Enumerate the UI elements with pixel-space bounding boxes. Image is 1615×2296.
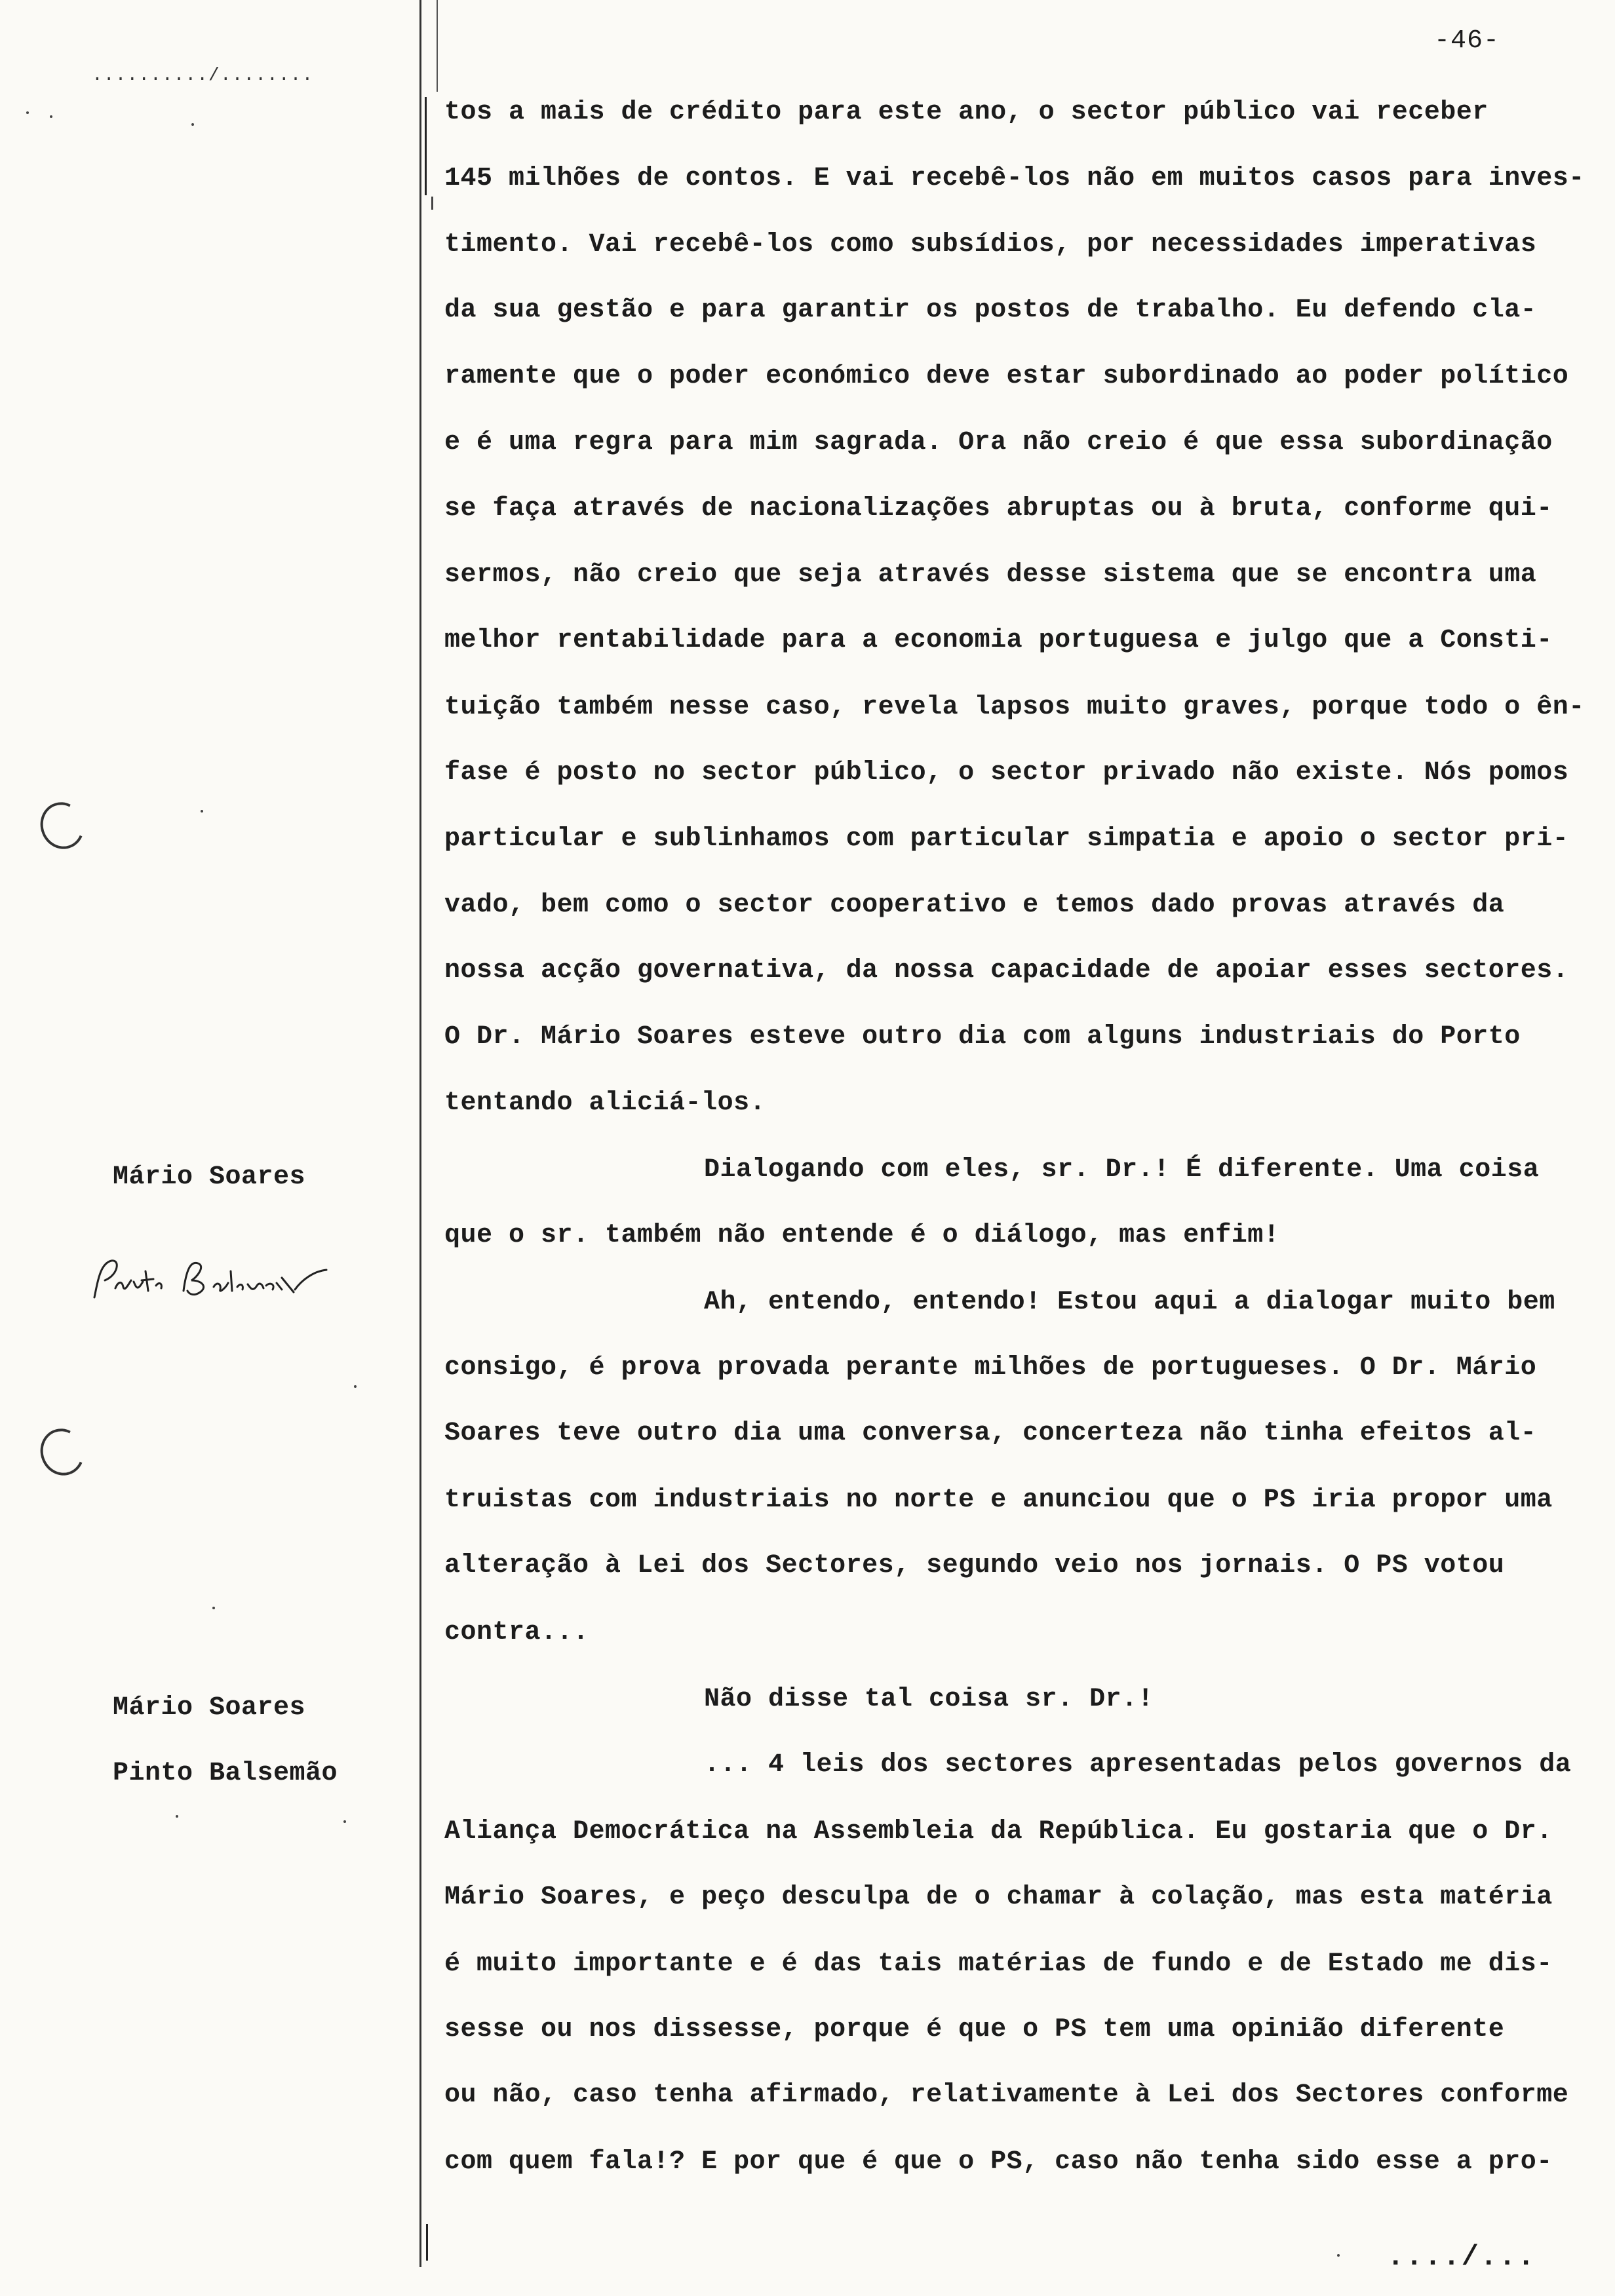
divider-margin-stroke <box>431 197 433 210</box>
body-line: tentando aliciá-los. <box>444 1088 766 1118</box>
body-line: nossa acção governativa, da nossa capacidade de apoiar esses sectores. <box>444 956 1569 985</box>
speaker-label: Mário Soares <box>113 1162 306 1192</box>
body-line: consigo, é prova provada perante milhões de portugueses. O Dr. Mário <box>444 1353 1537 1383</box>
scan-speck <box>176 1815 178 1818</box>
body-line: melhor rentabilidade para a economia portuguesa e julgo que a Consti- <box>444 626 1553 655</box>
scan-speck <box>191 123 194 126</box>
speaker-label: Mário Soares <box>113 1693 306 1723</box>
body-line: Aliança Democrática na Assembleia da República. Eu gostaria que o Dr. <box>444 1817 1553 1846</box>
body-line: se faça através de nacionalizações abruptas ou à bruta, conforme qui- <box>444 494 1553 524</box>
body-line: é muito importante e é das tais matérias de fundo e de Estado me dis- <box>444 1949 1553 1979</box>
body-line: Soares teve outro dia uma conversa, concerteza não tinha efeitos al- <box>444 1419 1537 1448</box>
body-line: Ah, entendo, entendo! Estou aqui a dialogar muito bem <box>704 1288 1555 1317</box>
scan-speck <box>1337 2254 1340 2257</box>
body-line: sermos, não creio que seja através desse sistema que se encontra uma <box>444 560 1537 590</box>
divider-margin-stroke <box>426 2224 428 2261</box>
divider-margin-stroke <box>425 97 427 195</box>
body-line: truistas com industriais no norte e anunciou que o PS iria propor uma <box>444 1485 1553 1515</box>
top-mark-text: ........../........ <box>92 66 314 86</box>
body-line: particular e sublinhamos com particular simpatia e apoio o sector pri- <box>444 824 1569 854</box>
punch-hole-mark <box>34 796 91 855</box>
punch-hole-mark <box>34 1423 91 1482</box>
body-line: Mário Soares, e peço desculpa de o chamar à colação, mas esta matéria <box>444 1883 1553 1912</box>
top-dotted-mark <box>92 66 313 86</box>
body-line: 145 milhões de contos. E vai recebê-los não em muitos casos para inves- <box>444 164 1585 193</box>
body-line: que o sr. também não entende é o diálogo, mas enfim! <box>444 1221 1280 1250</box>
divider-top-stroke <box>437 0 438 92</box>
body-line: vado, bem como o sector cooperativo e temos dado provas através da <box>444 890 1505 920</box>
body-line: O Dr. Mário Soares esteve outro dia com alguns industriais do Porto <box>444 1022 1521 1052</box>
scan-speck <box>26 111 29 114</box>
speaker-label: Pinto Balsemão <box>113 1759 338 1788</box>
scan-speck <box>354 1385 357 1388</box>
body-line: tuição também nesse caso, revela lapsos muito graves, porque todo o ên- <box>444 693 1585 722</box>
scan-speck <box>201 810 203 813</box>
body-line: da sua gestão e para garantir os postos de trabalho. Eu defendo cla- <box>444 296 1537 325</box>
column-divider <box>419 0 421 2267</box>
page-continuation-mark: ..../... <box>1387 2241 1536 2274</box>
body-line: alteração à Lei dos Sectores, segundo veio nos jornais. O PS votou <box>444 1551 1505 1580</box>
scan-speck <box>343 1820 346 1823</box>
page-number: -46- <box>1434 26 1500 56</box>
body-line: com quem fala!? E por que é que o PS, caso não tenha sido esse a pro- <box>444 2147 1553 2177</box>
body-line: sesse ou nos dissesse, porque é que o PS tem uma opinião diferente <box>444 2015 1505 2044</box>
body-line: ou não, caso tenha afirmado, relativamente à Lei dos Sectores conforme <box>444 2080 1569 2110</box>
body-line: ramente que o poder económico deve estar subordinado ao poder político <box>444 362 1569 391</box>
body-line: fase é posto no sector público, o sector privado não existe. Nós pomos <box>444 758 1569 788</box>
body-line: e é uma regra para mim sagrada. Ora não creio é que essa subordinação <box>444 428 1553 457</box>
scan-speck <box>50 115 52 118</box>
body-line: Não disse tal coisa sr. Dr.! <box>704 1685 1154 1714</box>
body-line: Dialogando com eles, sr. Dr.! É diferente. Uma coisa <box>704 1155 1540 1185</box>
handwritten-signature <box>85 1252 360 1311</box>
body-line: tos a mais de crédito para este ano, o sector público vai receber <box>444 98 1489 127</box>
scan-speck <box>212 1607 215 1609</box>
body-line: timento. Vai recebê-los como subsídios, por necessidades imperativas <box>444 230 1537 259</box>
body-line: ... 4 leis dos sectores apresentadas pelos governos da <box>704 1750 1572 1780</box>
body-line: contra... <box>444 1618 589 1647</box>
